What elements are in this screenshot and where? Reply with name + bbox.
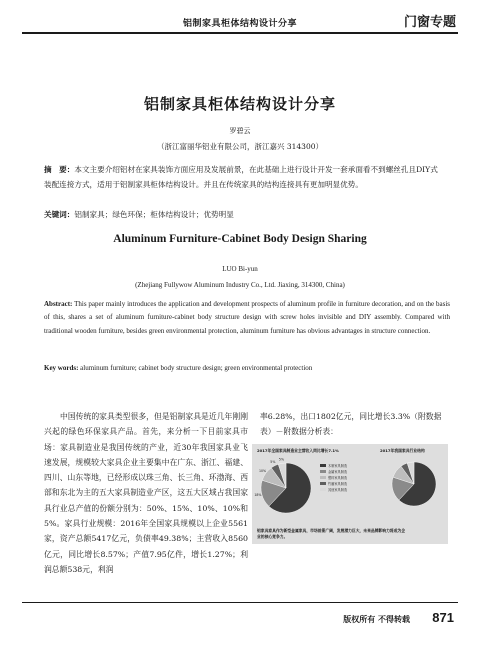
running-header-title: 铝制家具柜体结构设计分享 xyxy=(182,19,297,29)
author-en: LUO Bi-yun xyxy=(222,265,258,273)
legend-label: 竹藤家具制造 xyxy=(328,482,348,487)
body-left-column: 中国传统的家具类型很多，但是铝制家具是近几年刚刚兴起的绿色环保家具产品。首先，来分析一下目前家具市场：家具制造业是我国传统的产业，近30年我国家具业飞速发展，规模较大家具企业主要集中在广东、浙江、福建、四川、山东等地，已经形成以珠三角、长三角、环渤海、西部和东北为主的五大家具制造业产区，这五大区域占我国家具行业总产值的份额分别为：50%、15%、10%、10%和5%。家具行业规模：2016年全国家具规模以上企业5561家，资产总额5417亿元，负债率49.38%；主营收入8560亿元，同比增长8.57%；产值7.95亿件，增长1.27%；利润总额538元，利润 xyxy=(44,412,248,574)
chart-legend xyxy=(320,462,370,493)
chart-figure xyxy=(252,444,448,544)
legend-item xyxy=(320,487,370,493)
affiliation-cn: （浙江富丽华铝业有限公司，浙江嘉兴 314300） xyxy=(156,142,323,151)
legend-swatch xyxy=(320,482,326,485)
keywords-en-label: Key words: xyxy=(44,364,79,372)
keywords-cn-text: 铝制家具；绿色环保；柜体结构设计；优势明显 xyxy=(74,210,234,219)
chart-caption: 铝家具家具作为新型金属家具，市场前景广阔，发展潜力巨大，未来品牌影响力将成为企业的核心竞争力。 xyxy=(257,528,406,539)
article-title-cn: 铝制家具柜体结构设计分享 xyxy=(143,95,336,113)
legend-swatch xyxy=(320,470,326,473)
legend-label: 塑料家具制造 xyxy=(328,475,348,480)
article-title-en: Aluminum Furniture-Cabinet Body Design Sharing xyxy=(113,233,367,245)
abstract-en xyxy=(44,298,450,338)
page-number: 871 xyxy=(432,610,454,625)
keywords-cn-label: 关键词： xyxy=(44,210,75,219)
keywords-en xyxy=(44,364,450,372)
author-cn: 罗碧云 xyxy=(229,127,251,135)
footer-divider xyxy=(22,602,458,603)
abstract-en-text: This paper mainly introduces the application and development prospects of aluminum profile in furniture decoration, and on the basis of this, shares a set of aluminum furniture-cabinet body structure design with screw holes invisible and DIY assembly. Compared with traditional wooden furniture, besides green environmental protection, aluminum furniture has obvious advantages in structure connection. xyxy=(44,300,450,335)
keywords-cn xyxy=(44,209,444,220)
pie-data-label: 18% xyxy=(254,493,262,498)
abstract-en-label: Abstract: xyxy=(44,300,73,308)
pie-data-label: 5% xyxy=(278,457,284,462)
chart-right-title: 2017年我国家具行业结构 xyxy=(380,448,425,453)
legend-swatch xyxy=(320,488,326,491)
affiliation-en: (Zhejiang Fullywow Aluminum Industry Co., Ltd. Jiaxing, 314300, China) xyxy=(135,281,345,289)
abstract-cn xyxy=(44,162,444,192)
legend-label: 木制家具制造 xyxy=(328,463,348,468)
section-label: 门窗专题 xyxy=(403,15,456,30)
legend-swatch xyxy=(320,476,326,479)
header-divider xyxy=(22,32,458,34)
pie-data-label: 5% xyxy=(270,460,276,465)
abstract-cn-text: 本文主要介绍铝材在家具装饰方面应用及发展前景，在此基础上进行设计开发一套承面看不到螺丝孔且DIY式装配连接方式，适用于铝制家具柜体结构设计。并且在传统家具的结构连接具有更加明显优势。 xyxy=(44,165,438,189)
legend-label: 金属家具制造 xyxy=(328,469,348,474)
legend-swatch xyxy=(320,464,326,467)
footer-copyright: 版权所有 不得转载 xyxy=(343,614,410,624)
abstract-cn-label: 摘 要： xyxy=(44,165,75,174)
body-right-column: 率6.28%，出口1802亿元，同比增长3.3%（附数据表）－附数据分析表： xyxy=(260,412,442,437)
legend-label: 其他家具制造 xyxy=(328,488,348,493)
pie-data-label: 10% xyxy=(258,468,267,473)
keywords-en-text: aluminum furniture; cabinet body structure design; green environmental protection xyxy=(78,364,313,372)
chart-left-title: 2017年全国家具制造业主营收入同比增长7.1% xyxy=(257,448,339,453)
pie-right xyxy=(392,462,436,506)
